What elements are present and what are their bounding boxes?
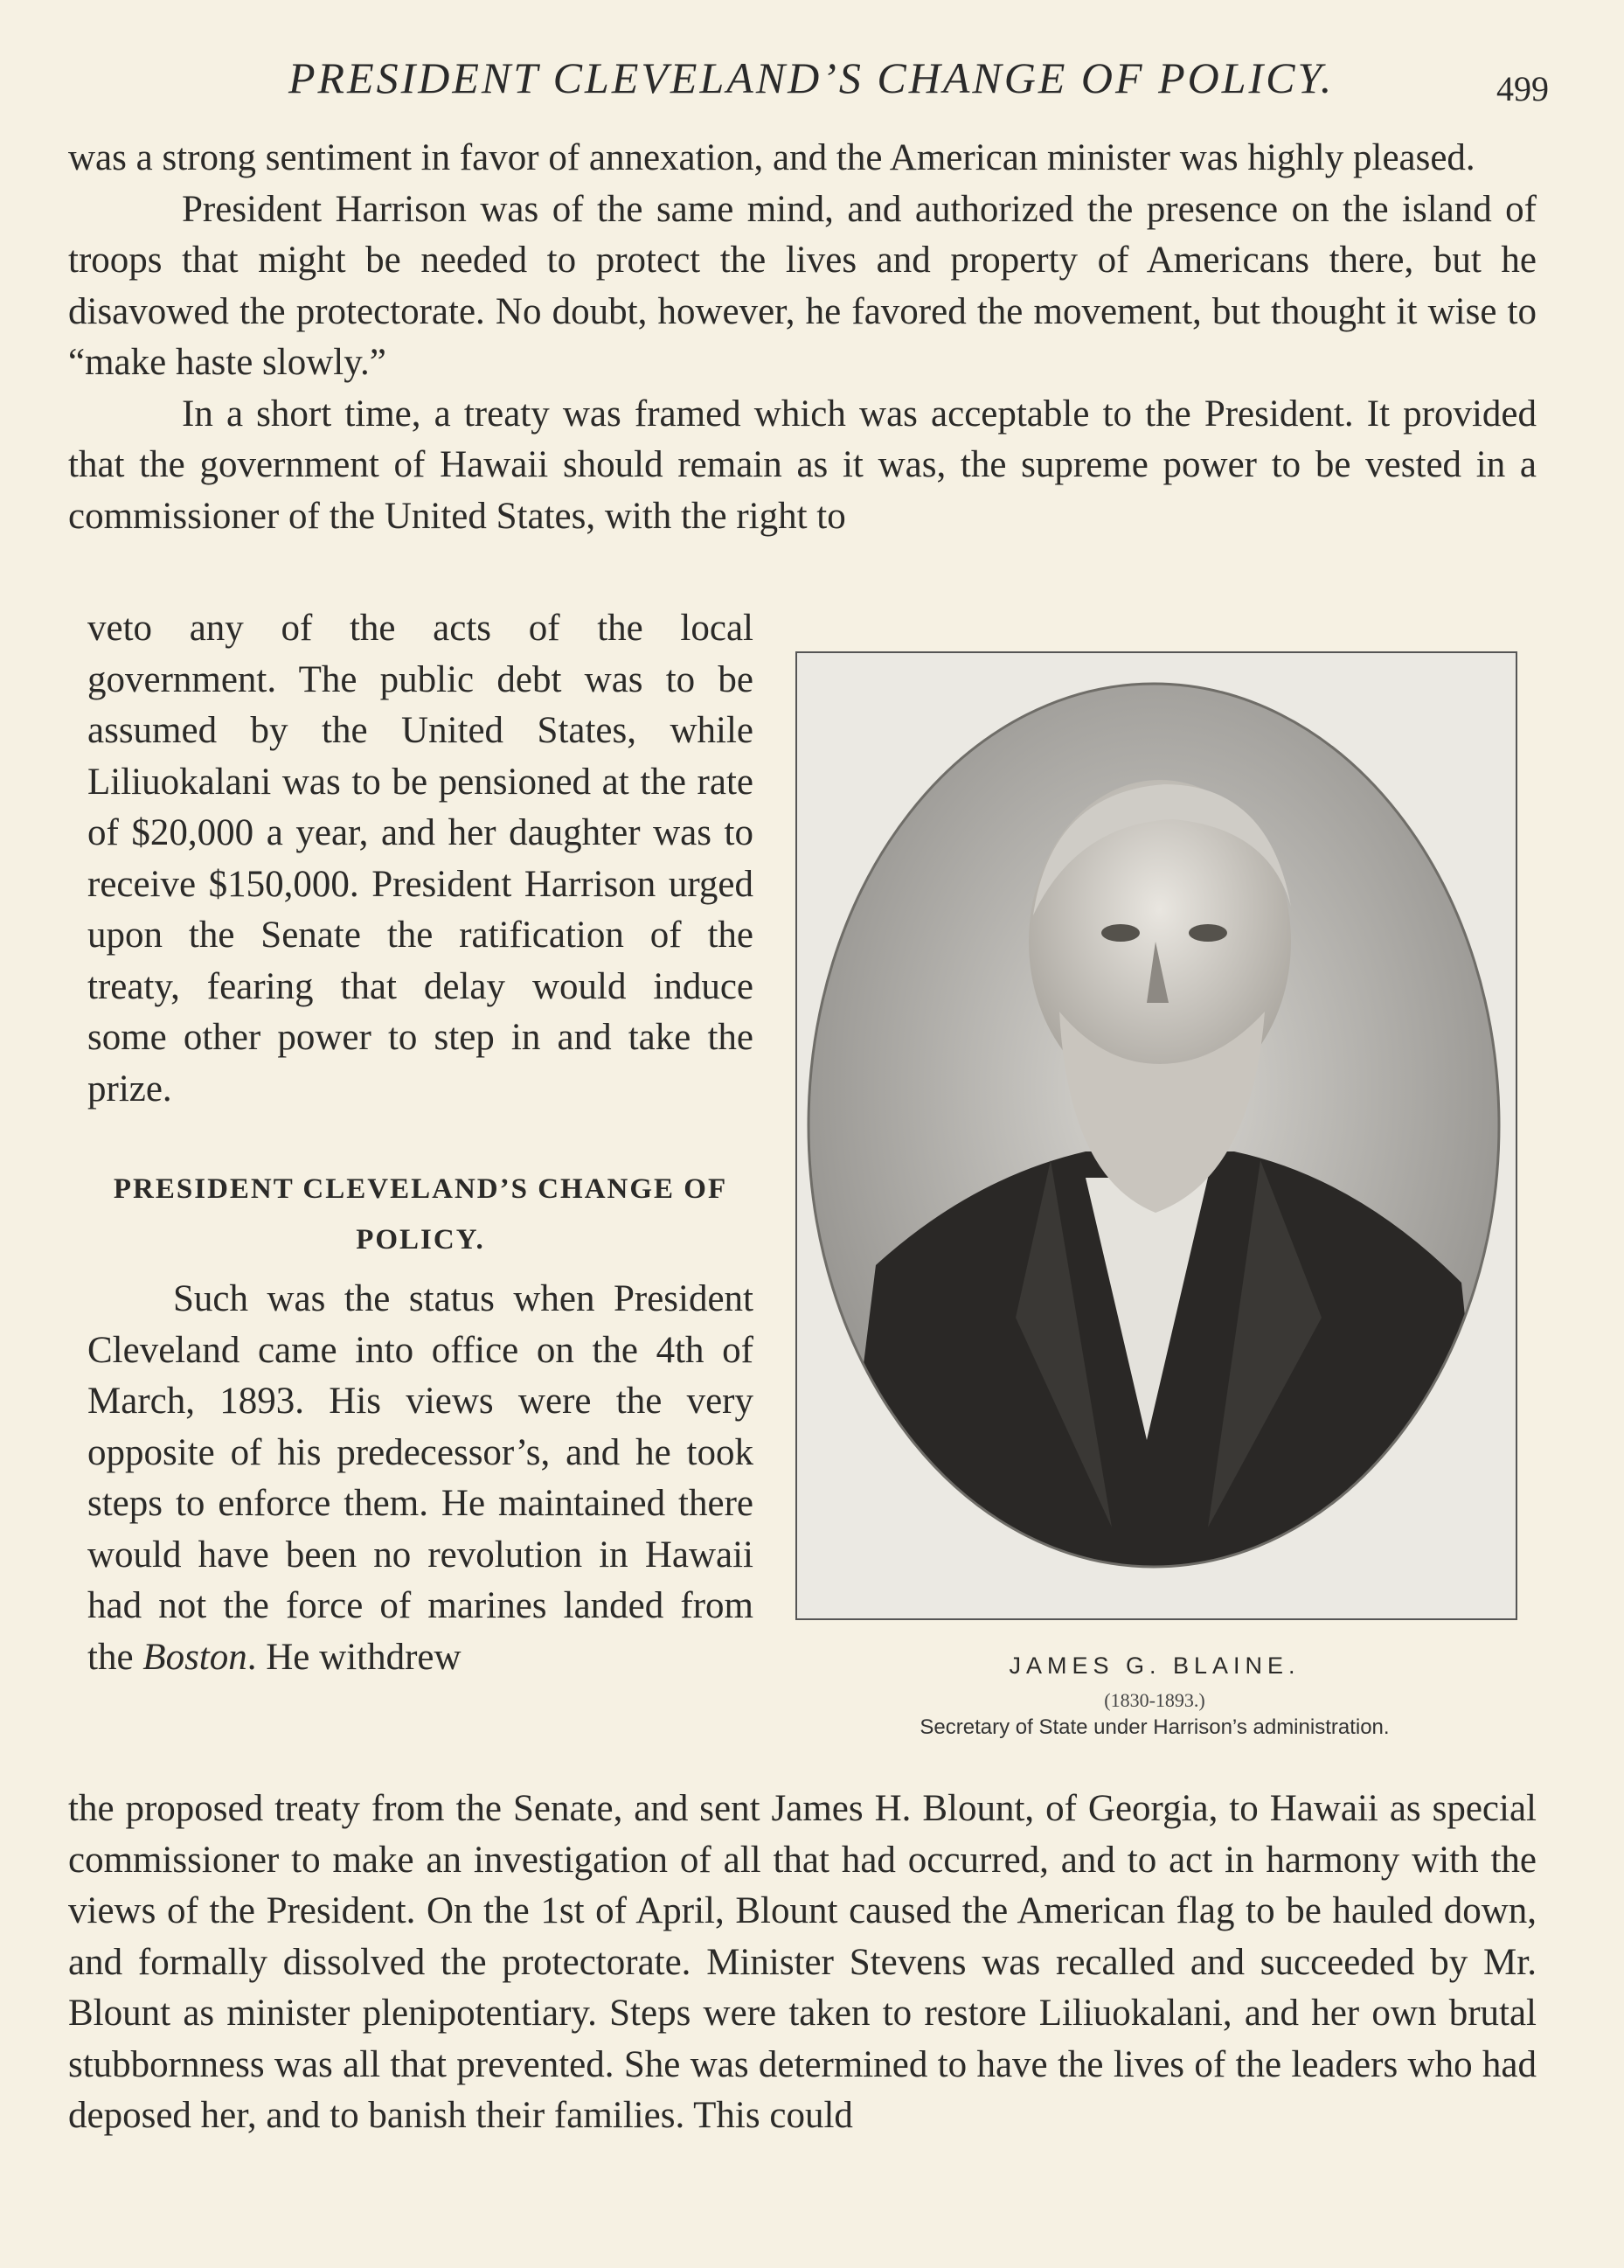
figure-caption-name: JAMES G. BLAINE.	[1009, 1652, 1301, 1679]
top-text-block	[68, 133, 1537, 542]
bottom-text-block	[68, 1784, 1537, 2142]
paragraph-treaty: In a short time, a treaty was framed which was acceptable to the President. It provided that the government of Hawaii should remain as it was, the supreme power to be vested in a commissioner of the United States, with the right to	[68, 393, 1537, 537]
figure-caption-description: Secretary of State under Harrison’s administration.	[920, 1715, 1390, 1739]
paragraph-cleveland-end: . He withdrew	[246, 1636, 462, 1678]
portrait-image	[797, 653, 1516, 1618]
section-heading: PRESIDENT CLEVELAND’S CHANGE OF POLICY.	[113, 1173, 728, 1256]
paragraph-annexation: was a strong sentiment in favor of annexation, and the American minister was highly pleased.	[68, 137, 1475, 178]
running-head	[0, 52, 1624, 114]
paragraph-cleveland-text: Such was the status when President Cleveland came into office on the 4th of March, 1893. His views were the very opposite of his predecessor’s, and he took steps to enforce them. He maintained there would have been no revolution in Hawaii had not the force of marines landed from the	[87, 1278, 753, 1678]
paragraph-cleveland	[87, 1274, 753, 1683]
paragraph-harrison: President Harrison was of the same mind, and authorized the presence on the island of troops that might be needed to protect the lives and property of Americans there, but he disavowed the protectorate. No doubt, however, he favored the movement, but thought it wise to “make haste slowly.”	[68, 188, 1537, 383]
ship-name: Boston	[142, 1636, 247, 1678]
figure-caption-dates: (1830-1893.)	[1104, 1689, 1205, 1711]
paragraph-blount: the proposed treaty from the Senate, and sent James H. Blount, of Georgia, to Hawaii as special commissioner to make an investigation of all that had occurred, and to act in harmony with the views of the President. On the 1st of April, Blount caused the American flag to be hauled down, and formally dissolved the protectorate. Minister Stevens was recalled and succeeded by Mr. Blount as minister plenipotentiary. Steps were taken to restore Liliuokalani, and her own brutal stubbornness was all that prevented. She was determined to have the lives of the leaders who had deposed her, and to banish their families. This could	[68, 1788, 1537, 2136]
wrapped-text-block	[87, 603, 753, 1683]
portrait-figure	[795, 651, 1517, 1620]
running-title: PRESIDENT CLEVELAND’S CHANGE OF POLICY.	[288, 53, 1335, 102]
page-number: 499	[1496, 69, 1549, 108]
paragraph-treaty-continuation: veto any of the acts of the local government. The public debt was to be assumed by the United States, while Liliuokalani was to be pensioned at the rate of $20,000 a year, and her daughter was to receive $150,000. President Harrison urged upon the Senate the ratification of the treaty, fearing that delay would induce some other power to step in and take the prize.	[87, 608, 753, 1110]
